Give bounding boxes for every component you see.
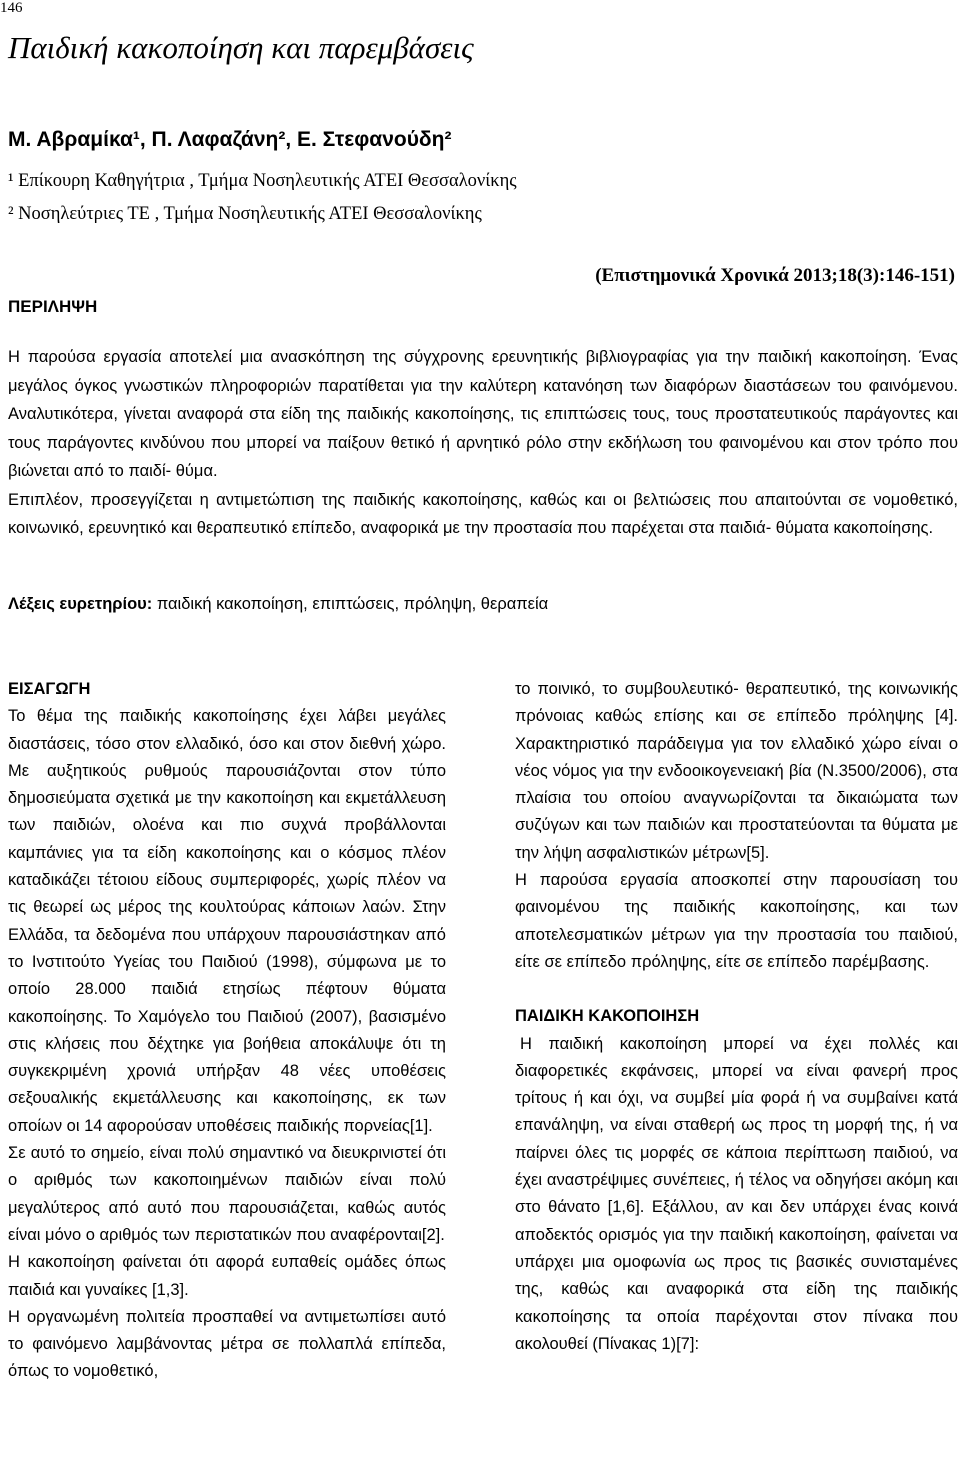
child-abuse-heading: ΠΑΙΔΙΚΗ ΚΑΚΟΠΟΙΗΣΗ: [515, 1007, 700, 1026]
left-column: [8, 676, 446, 1386]
keywords-text: παιδική κακοποίηση, επιπτώσεις, πρόληψη, θεραπεία: [156, 595, 549, 613]
article-title: Παιδική κακοποίηση και παρεμβάσεις: [8, 30, 474, 65]
body-paragraph: Η παιδική κακοποίηση μπορεί να έχει πολλές και διαφορετικές εκφάνσεις, μπορεί να είναι φανερή προς τρίτους ή και όχι, να συμβεί μία φορά ή να συμβαίνει κατά επανάληψη, να είναι σταθερή ως προς τη μορφή της, ή να παίρνει όλες τις μορφές σε κάποια περίπτωση παιδιού, να έχει αναστρέψιμες συνέπειες, ή τέλος να οδηγήσει ακόμη και στο θάνατο [1,6]. Εξάλλου, αν και δεν υπάρχει ένας κοινά αποδεκτός ορισμός για την παιδική κακοποίηση, φαίνεται να υπάρχει μια ομοφωνία ως προς τις βασικές συνισταμένες της, καθώς και αναφορικά στα είδη της παιδικής κακοποίησης τα οποία παρέχονται στον πίνακα που ακολουθεί (Πίνακας 1)[7]:: [515, 1034, 958, 1353]
affiliation-1: ¹ Επίκουρη Καθηγήτρια , Τμήμα Νοσηλευτικής ΑΤΕΙ Θεσσαλονίκης: [8, 171, 517, 191]
abstract-paragraph: Η παρούσα εργασία αποτελεί μια ανασκόπηση της σύγχρονης ερευνητικής βιβλιογραφίας για την παιδική κακοποίηση. Ένας μεγάλος όγκος γνωστικών πληροφοριών παρατίθεται για την καλύτερη κατανόηση των διαφόρων διαστάσεων του φαινόμενου. Αναλυτικότερα, γίνεται αναφορά στα είδη της παιδικής κακοποίησης, τις επιπτώσεις τους, τους προστατευτικούς παράγοντες και τους παράγοντες κινδύνου που μπορεί να παίξουν θετικό ή αρνητικό ρόλο στην εκδήλωση του φαινομένου και στον τρόπο που βιώνεται από το παιδί- θύμα.: [8, 348, 958, 480]
body-paragraph: το ποινικό, το συμβουλευτικό- θεραπευτικό, της κοινωνικής πρόνοιας καθώς επίσης και σε επίπεδο πρόληψης [4]. Χαρακτηριστικό παράδειγμα για τον ελλαδικό χώρο είναι ο νέος νόμος για την ενδοοικογενειακή βία (Ν.3500/2006), στα πλαίσια του οποίου αναγνωρίζονται τα δικαιώματα των συζύγων και των παιδιών και προστατεύονται τα θύματα με την λήψη ασφαλιστικών μέτρων[5].: [515, 680, 958, 862]
body-paragraph: Η κακοποίηση φαίνεται ότι αφορά ευπαθείς ομάδες όπως παιδιά και γυναίκες [1,3].: [8, 1253, 446, 1299]
keywords: [8, 595, 548, 614]
body-paragraph: Η παρούσα εργασία αποσκοπεί στην παρουσίαση του φαινομένου της παιδικής κακοποίησης, και των αποτελεσματικών μέτρων για την προστασία του παιδιού, είτε σε επίπεδο πρόληψης, είτε σε επίπεδο παρέμβασης.: [515, 871, 958, 971]
abstract-paragraph: Επιπλέον, προσεγγίζεται η αντιμετώπιση της παιδικής κακοποίησης, καθώς και οι βελτιώσεις που απαιτούνται σε νομοθετικό, κοινωνικό, ερευνητικό και θεραπευτικό επίπεδο, αναφορικά με την προστασία που παρέχεται στα παιδιά- θύματα κακοποίησης.: [8, 490, 958, 537]
introduction-heading: ΕΙΣΑΓΩΓΗ: [8, 680, 91, 698]
body-paragraph: Σε αυτό το σημείο, είναι πολύ σημαντικό να διευκρινιστεί ότι ο αριθμός των κακοποιημένων παιδιών είναι πολύ μεγαλύτερος από αυτό που παρουσιάζεται, καθώς αυτός είναι μόνο ο αριθμός των περιστατικών που αναφέρονται[2].: [8, 1144, 446, 1244]
affiliation-2: ² Νοσηλεύτριες ΤΕ , Τμήμα Νοσηλευτικής ΑΤΕΙ Θεσσαλονίκης: [8, 204, 482, 224]
keywords-label: Λέξεις ευρετηρίου:: [8, 595, 153, 613]
right-column: [515, 676, 958, 1358]
abstract-body: [8, 343, 958, 543]
body-paragraph: Η οργανωμένη πολιτεία προσπαθεί να αντιμετωπίσει αυτό το φαινόμενο λαμβάνοντας μέτρα σε πολλαπλά επίπεδα, όπως το νομοθετικό,: [8, 1307, 446, 1381]
page-number: 146: [0, 0, 23, 16]
body-paragraph: Το θέμα της παιδικής κακοποίησης έχει λάβει μεγάλες διαστάσεις, τόσο στον ελλαδικό, όσο και στον διεθνή χώρο. Με αυξητικούς ρυθμούς παρουσιάζονται στον τύπο δημοσιεύματα σχετικά με την κακοποίηση και εκμετάλλευση των παιδιών, ολοένα και πιο συχνά προβάλλονται καμπάνιες για τα είδη κακοποίησης και ο κόσμος πλέον καταδικάζει τέτοιου είδους συμπεριφορές, χωρίς πλέον να τις θεωρεί ως μέρος της κουλτούρας κάποιων λαών. Στην Ελλάδα, τα δεδομένα που υπάρχουν παρουσιάστηκαν από το Ινστιτούτο Υγείας του Παιδιού (1998), σύμφωνα με το οποίο 28.000 παιδιά ετησίως πέφτουν θύματα κακοποίησης. Το Χαμόγελο του Παιδιού (2007), βασισμένο στις κλήσεις που δέχτηκε για βοήθεια αποκάλυψε ότι τη συγκεκριμένη χρονιά υπήρξαν 48 νέες υποθέσεις σεξουαλικής εκμετάλλευσης και κακοποίησης, εκ των οποίων οι 14 αφορούσαν υποθέσεις παιδικής πορνείας[1].: [8, 707, 446, 1135]
journal-citation: (Επιστημονικά Χρονικά 2013;18(3):146-151): [595, 265, 955, 286]
abstract-heading: ΠΕΡΙΛΗΨΗ: [8, 297, 98, 316]
authors: Μ. Αβραμίκα¹, Π. Λαφαζάνη², Ε. Στεφανούδη²: [8, 128, 452, 151]
